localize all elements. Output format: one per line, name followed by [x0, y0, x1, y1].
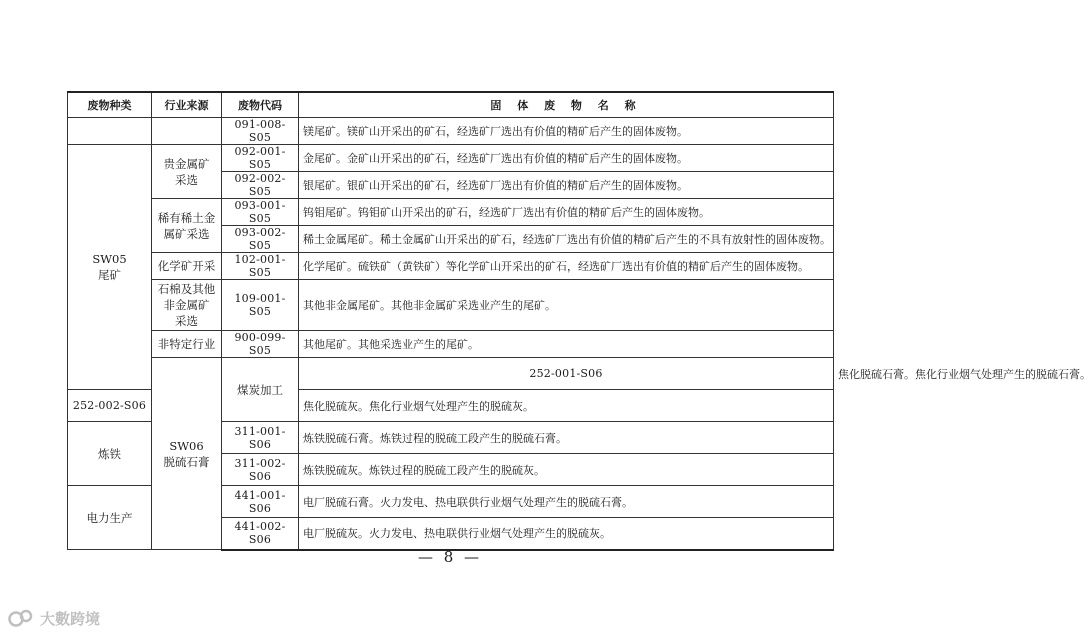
table-row — [68, 253, 834, 280]
industry-coal: 煤炭加工 — [222, 358, 299, 422]
industry-line: 稀有稀土金 — [157, 210, 216, 225]
industry-chemical: 化学矿开采 — [152, 253, 222, 280]
waste-description: 炼铁脱硫石膏。炼铁过程的脱硫工段产生的脱硫石膏。 — [299, 422, 834, 454]
table-row — [68, 199, 834, 226]
table-row: SW06 脱硫石膏 煤炭加工 252-001-S06 焦化脱硫石膏。焦化行业烟气处理产生的脱硫石膏。 — [68, 358, 834, 390]
waste-code: 093-002-S05 — [222, 226, 299, 253]
waste-description: 炼铁脱硫灰。炼铁过程的脱硫工段产生的脱硫灰。 — [299, 454, 834, 486]
category-name: 脱硫石膏 — [163, 454, 210, 469]
waste-description: 其他非金属尾矿。其他非金属矿采选业产生的尾矿。 — [299, 280, 834, 331]
table-row — [68, 280, 834, 331]
category-code: SW05 — [92, 252, 127, 266]
empty-industry-cell — [152, 118, 222, 145]
waste-description: 电厂脱硫石膏。火力发电、热电联供行业烟气处理产生的脱硫石膏。 — [299, 486, 834, 518]
waste-code: 441-001-S06 — [222, 486, 299, 518]
category-sw05 — [68, 145, 152, 390]
watermark-text: 大數跨境 — [40, 609, 101, 628]
empty-category-cell — [68, 118, 152, 145]
industry-nonmetal — [152, 280, 222, 331]
waste-code: 311-001-S06 — [222, 422, 299, 454]
waste-code: 092-001-S05 — [222, 145, 299, 172]
waste-code: 311-002-S06 — [222, 454, 299, 486]
category-code: SW06 — [169, 438, 204, 453]
waste-description: 银尾矿。银矿山开采出的矿石，经选矿厂选出有价值的精矿后产生的固体废物。 — [299, 172, 834, 199]
waste-description: 稀土金属尾矿。稀土金属矿山开采出的矿石，经选矿厂选出有价值的精矿后产生的不具有放射性的固体废物。 — [299, 226, 834, 253]
industry-line: 贵金属矿 — [163, 156, 210, 171]
waste-code: 102-001-S05 — [222, 253, 299, 280]
waste-description: 电厂脱硫灰。火力发电、热电联供行业烟气处理产生的脱硫灰。 — [299, 518, 834, 550]
waste-code: 252-002-S06 — [68, 390, 152, 422]
industry-line: 石棉及其他 — [157, 282, 216, 296]
page-number: — 8 — — [417, 548, 483, 566]
table-row — [68, 145, 834, 172]
waste-description: 镁尾矿。镁矿山开采出的矿石，经选矿厂选出有价值的精矿后产生的固体废物。 — [299, 118, 834, 145]
waste-code: 093-001-S05 — [222, 199, 299, 226]
industry-line: 属矿采选 — [163, 226, 210, 241]
solid-waste-table — [67, 91, 1091, 551]
waste-code: 091-008-S05 — [222, 118, 299, 145]
waste-description: 金尾矿。金矿山开采出的矿石，经选矿厂选出有价值的精矿后产生的固体废物。 — [299, 145, 834, 172]
industry-power: 电力生产 — [68, 486, 152, 550]
industry-precious-metal — [152, 145, 222, 199]
industry-iron: 炼铁 — [68, 422, 152, 486]
header-code: 废物代码 — [222, 92, 299, 118]
header-industry: 行业来源 — [152, 92, 222, 118]
industry-nonspecific: 非特定行业 — [152, 331, 222, 358]
waste-code: 109-001-S05 — [222, 280, 299, 331]
watermark — [8, 606, 100, 630]
waste-code: 441-002-S06 — [222, 518, 299, 550]
waste-description: 焦化脱硫灰。焦化行业烟气处理产生的脱硫灰。 — [299, 390, 834, 422]
waste-code: 900-099-S05 — [222, 331, 299, 358]
table-row — [68, 331, 834, 358]
industry-line: 采选 — [175, 172, 198, 187]
waste-description: 钨钼尾矿。钨钼矿山开采出的矿石，经选矿厂选出有价值的精矿后产生的固体废物。 — [299, 199, 834, 226]
industry-line: 非金属矿 — [163, 298, 210, 312]
category-sw06 — [152, 358, 222, 550]
header-category: 废物种类 — [68, 92, 152, 118]
table-header-row — [68, 92, 834, 118]
waste-code: 252-001-S06 — [299, 358, 834, 390]
waste-code: 092-002-S05 — [222, 172, 299, 199]
header-name: 固 体 废 物 名 称 — [299, 92, 834, 118]
waste-description: 其他尾矿。其他采选业产生的尾矿。 — [299, 331, 834, 358]
industry-line: 采选 — [175, 314, 198, 328]
category-name: 尾矿 — [98, 268, 121, 282]
industry-rare-earth — [152, 199, 222, 253]
waste-description: 化学尾矿。硫铁矿（黄铁矿）等化学矿山开采出的矿石，经选矿厂选出有价值的精矿后产生的固体废物。 — [299, 253, 834, 280]
table-row — [68, 118, 834, 145]
watermark-logo-icon — [8, 607, 34, 629]
